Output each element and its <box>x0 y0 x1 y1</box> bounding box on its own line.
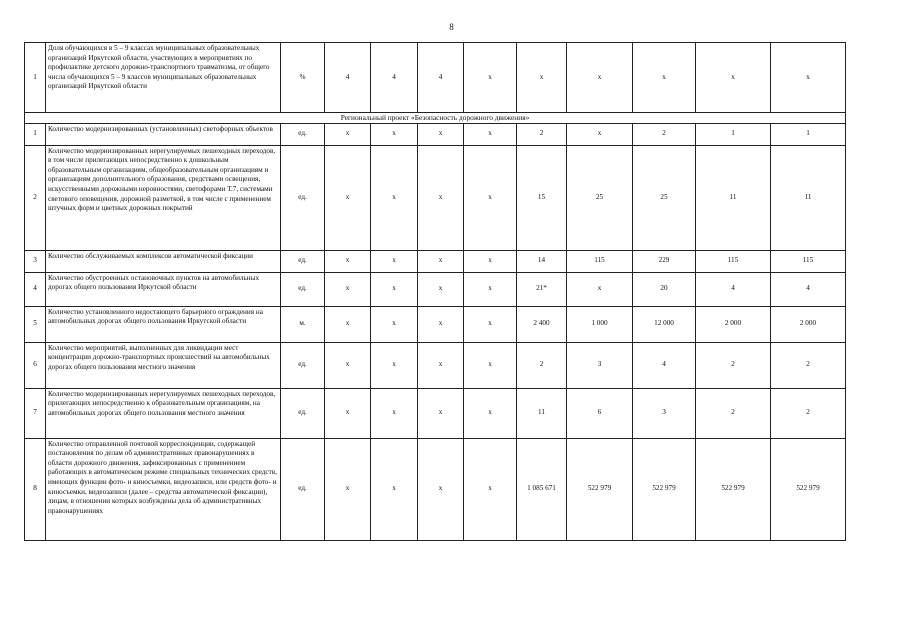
value-cell: 2 <box>771 342 846 388</box>
table-row <box>25 145 846 250</box>
value-cell: х <box>371 306 418 342</box>
indicator-name: Доля обучающихся в 5 – 9 классах муниципальных образовательных организаций Иркутской области, участвующих в мероприятиях по профилактике детского дорожно-транспортного травматизма, от общего числа обучающихся 5 – 9 классов муниципальных образовательных организаций Иркутской области <box>46 43 281 113</box>
row-number: 6 <box>25 342 46 388</box>
value-cell: х <box>418 250 464 272</box>
section-title: Региональный проект «Безопасность дорожного движения» <box>25 113 846 124</box>
value-cell: 2 <box>633 123 696 145</box>
page-number: 8 <box>449 22 454 32</box>
value-cell: х <box>633 43 696 113</box>
value-cell: х <box>418 272 464 306</box>
value-cell: х <box>325 388 371 438</box>
indicator-name: Количество мероприятий, выполненных для ликвидации мест концентрации дорожно-транспортных происшествий на автомобильных дорогах общего пользования местного значения <box>46 342 281 388</box>
table-row <box>25 43 846 113</box>
value-cell: 4 <box>371 43 418 113</box>
value-cell: х <box>371 342 418 388</box>
value-cell: 522 979 <box>567 438 633 540</box>
value-cell: х <box>325 250 371 272</box>
indicator-name: Количество установленного недостающего барьерного ограждения на автомобильных дорогах общего пользования Иркутской области <box>46 306 281 342</box>
value-cell: 25 <box>633 145 696 250</box>
indicator-name: Количество отправленной почтовой корреспонденции, содержащей постановления по делам об административных правонарушениях в области дорожного движения, зафиксированных с применением работающих в автоматическом режиме специальных технических средств, имеющих функции фото- и киносъемки, видеозаписи, или средств фото- и киносъемки, видеозаписи (далее – средства автоматической фиксации), лицам, в отношении которых возбуждены дела об административных правонарушениях <box>46 438 281 540</box>
row-number: 7 <box>25 388 46 438</box>
value-cell: х <box>567 43 633 113</box>
row-number: 8 <box>25 438 46 540</box>
indicator-name: Количество обслуживаемых комплексов автоматической фиксации <box>46 250 281 272</box>
value-cell: 4 <box>418 43 464 113</box>
value-cell: 2 <box>696 388 771 438</box>
value-cell: х <box>464 250 517 272</box>
value-cell: х <box>325 306 371 342</box>
value-cell: х <box>418 438 464 540</box>
value-cell: х <box>325 123 371 145</box>
unit-of-measure: ед. <box>281 123 325 145</box>
value-cell: х <box>464 272 517 306</box>
row-number: 1 <box>25 43 46 113</box>
table-row <box>25 438 846 540</box>
value-cell: 4 <box>696 272 771 306</box>
indicator-name: Количество модернизированных нерегулируемых пешеходных переходов, в том числе прилегающих непосредственно к дошкольным образовательным организациям, общеобразовательным организациям и организациям дополнительного образования, средствами освещения, искусственными дорожными неровностями, светофорами Т.7, системами светового оповещения, дорожной разметкой, в том числе с применением штучных форм и цветных дорожных покрытий <box>46 145 281 250</box>
value-cell: х <box>464 342 517 388</box>
table-row <box>25 342 846 388</box>
row-number: 5 <box>25 306 46 342</box>
value-cell: 2 400 <box>517 306 567 342</box>
value-cell: 11 <box>771 145 846 250</box>
value-cell: 6 <box>567 388 633 438</box>
value-cell: 1 <box>696 123 771 145</box>
value-cell: 20 <box>633 272 696 306</box>
indicator-name: Количество обустроенных остановочных пунктов на автомобильных дорогах общего пользования Иркутской области <box>46 272 281 306</box>
value-cell: 14 <box>517 250 567 272</box>
value-cell: 15 <box>517 145 567 250</box>
section-row <box>25 113 846 124</box>
value-cell: х <box>517 43 567 113</box>
table-row <box>25 306 846 342</box>
value-cell: 21* <box>517 272 567 306</box>
unit-of-measure: ед. <box>281 250 325 272</box>
value-cell: х <box>464 145 517 250</box>
unit-of-measure: ед. <box>281 342 325 388</box>
value-cell: х <box>325 342 371 388</box>
value-cell: 2 <box>771 388 846 438</box>
value-cell: 12 000 <box>633 306 696 342</box>
row-number: 2 <box>25 145 46 250</box>
value-cell: 25 <box>567 145 633 250</box>
value-cell: 2 <box>696 342 771 388</box>
value-cell: х <box>418 388 464 438</box>
value-cell: 2 000 <box>696 306 771 342</box>
value-cell: х <box>567 123 633 145</box>
value-cell: 2 <box>517 342 567 388</box>
row-number: 4 <box>25 272 46 306</box>
row-number: 3 <box>25 250 46 272</box>
value-cell: х <box>464 438 517 540</box>
value-cell: 11 <box>517 388 567 438</box>
value-cell: х <box>371 272 418 306</box>
value-cell: 115 <box>696 250 771 272</box>
unit-of-measure: ед. <box>281 388 325 438</box>
value-cell: 3 <box>567 342 633 388</box>
value-cell: 2 000 <box>771 306 846 342</box>
indicators-table <box>24 42 846 541</box>
indicator-name: Количество модернизированных (установленных) светофорных объектов <box>46 123 281 145</box>
value-cell: 115 <box>771 250 846 272</box>
value-cell: х <box>325 438 371 540</box>
value-cell: х <box>371 145 418 250</box>
value-cell: х <box>464 388 517 438</box>
table-row <box>25 388 846 438</box>
value-cell: х <box>325 272 371 306</box>
unit-of-measure: м. <box>281 306 325 342</box>
value-cell: х <box>371 388 418 438</box>
value-cell: 4 <box>325 43 371 113</box>
value-cell: х <box>418 145 464 250</box>
value-cell: х <box>464 123 517 145</box>
value-cell: 1 085 671 <box>517 438 567 540</box>
value-cell: х <box>464 306 517 342</box>
value-cell: 115 <box>567 250 633 272</box>
value-cell: 1 <box>771 123 846 145</box>
value-cell: 11 <box>696 145 771 250</box>
value-cell: х <box>371 123 418 145</box>
value-cell: 229 <box>633 250 696 272</box>
table-row <box>25 250 846 272</box>
unit-of-measure: ед. <box>281 145 325 250</box>
value-cell: х <box>325 145 371 250</box>
value-cell: х <box>418 123 464 145</box>
value-cell: 522 979 <box>633 438 696 540</box>
value-cell: х <box>371 438 418 540</box>
table-row <box>25 123 846 145</box>
row-number: 1 <box>25 123 46 145</box>
value-cell: х <box>418 306 464 342</box>
unit-of-measure: ед. <box>281 272 325 306</box>
value-cell: 3 <box>633 388 696 438</box>
unit-of-measure: % <box>281 43 325 113</box>
value-cell: х <box>696 43 771 113</box>
value-cell: х <box>371 250 418 272</box>
value-cell: 522 979 <box>696 438 771 540</box>
table-row <box>25 272 846 306</box>
value-cell: 2 <box>517 123 567 145</box>
value-cell: 522 979 <box>771 438 846 540</box>
value-cell: х <box>464 43 517 113</box>
value-cell: 1 000 <box>567 306 633 342</box>
value-cell: 4 <box>633 342 696 388</box>
value-cell: х <box>567 272 633 306</box>
value-cell: 4 <box>771 272 846 306</box>
value-cell: х <box>771 43 846 113</box>
indicator-name: Количество модернизированных нерегулируемых пешеходных переходов, прилегающих непосредственно к образовательным организациям, на автомобильных дорогах общего пользования местного значения <box>46 388 281 438</box>
unit-of-measure: ед. <box>281 438 325 540</box>
table-body <box>25 43 846 541</box>
value-cell: х <box>418 342 464 388</box>
